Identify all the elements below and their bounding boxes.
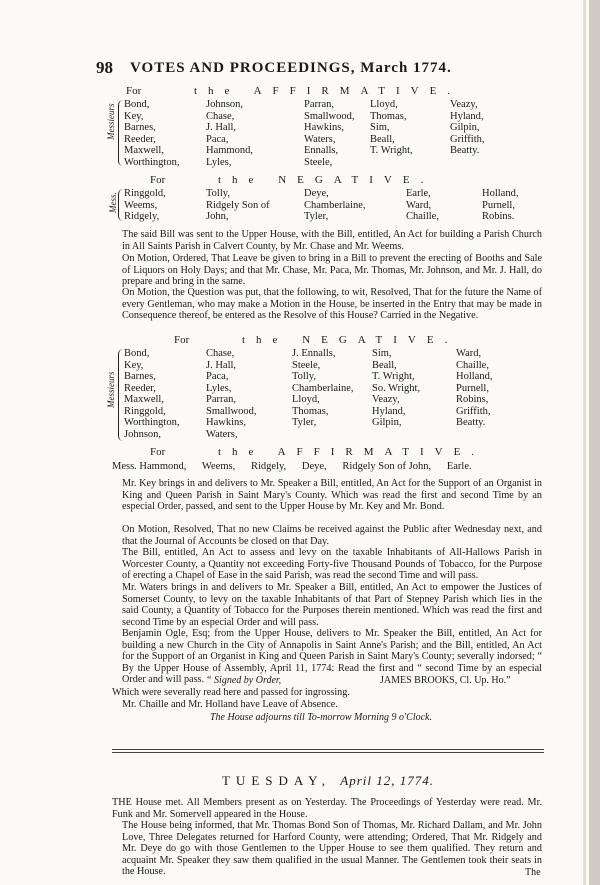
name-column — [482, 188, 518, 223]
member-name: Parran, — [304, 99, 335, 110]
member-name: Tyler, — [304, 211, 329, 222]
member-name: Chamberlaine, — [304, 199, 366, 211]
member-name: Beatty. — [450, 145, 480, 156]
running-title: VOTES AND PROCEEDINGS, March 1774. — [130, 60, 452, 76]
name-column — [304, 188, 366, 223]
member-name: Worthington, — [124, 156, 180, 168]
member-name: Bond, — [124, 99, 150, 110]
clerk-signature: JAMES BROOKS, Cl. Up. Ho.” — [380, 675, 511, 686]
member-name: Chaille, — [406, 211, 439, 222]
member-name: Gilpin, — [372, 417, 402, 428]
mess-label: Mess. — [108, 192, 118, 213]
member-name: Tyler, — [292, 417, 317, 428]
brace — [118, 189, 123, 221]
binding-shadow — [583, 0, 586, 885]
section-divider — [112, 749, 544, 750]
member-name: Waters, — [206, 428, 238, 440]
member-name: Waters, — [304, 133, 336, 145]
paragraph-house-met: THE House met. All Members present as on Yesterday. The Proceedings of Yesterday were read. Mr. Funk and Mr. Somervell appeared in the House. — [112, 797, 542, 820]
member-name: John, — [206, 211, 229, 222]
member-name: Hyland, — [450, 110, 484, 122]
vote2-affirmative-heading: For the AFFIRMATIVE. — [150, 446, 486, 458]
vote1-affirmative-heading: For the AFFIRMATIVE. — [126, 85, 462, 97]
paragraph-ingrossing: Which were severally read here and passed for ingrossing. — [112, 687, 350, 698]
member-name: J. Hall, — [206, 122, 237, 133]
member-name: Tolly, — [206, 188, 230, 199]
binding-gutter — [589, 0, 600, 885]
paragraph-organist-bill: Mr. Key brings in and delivers to Mr. Speaker a Bill, entitled, An Act for the Support of an Organist in King and Queen Parish in Saint Mary's County. Which was read the first and second Time by an especial Order, passed, and sent to the Upper House by Mr. Key and Mr. Bond. — [122, 478, 542, 513]
member-name: T. Wright, — [372, 371, 415, 382]
member-name: Ward, — [406, 199, 432, 211]
vote1-affirmative-names — [124, 99, 544, 169]
name-column — [456, 348, 492, 429]
member-name: Robins, — [456, 394, 489, 405]
paragraph-leave-absence: Mr. Chaille and Mr. Holland have Leave of Absence. — [122, 699, 338, 710]
member-name: Ennalls, — [304, 145, 339, 156]
section-divider — [112, 752, 544, 753]
member-name: Purnell, — [482, 199, 515, 211]
member-name: Hammond, — [206, 145, 253, 156]
member-name: Veazy, — [450, 99, 478, 110]
paragraph-somerset-bill: Mr. Waters brings in and delivers to Mr. Speaker a Bill, entitled, An Act to empower the Justices of Somerset County, to levy on the taxable Inhabitants of that Part of Stepney Parish which lies in the said County, a Quantity of Tobacco for the Purposes therein mentioned. Which was read the first and second Time by an especial Order and will pass. — [122, 582, 542, 628]
member-name: Griffith, — [450, 133, 485, 145]
member-name: Smallwood, — [206, 405, 257, 417]
messieurs-label: Messieurs — [106, 371, 116, 408]
name-column — [406, 188, 439, 223]
member-name: Steele, — [292, 359, 321, 371]
member-name: Beatty. — [456, 417, 486, 428]
name-column — [124, 188, 166, 223]
member-name: Worthington, — [124, 417, 180, 428]
member-name: Robins. — [482, 211, 515, 222]
name-column — [206, 99, 253, 168]
member-name: Holland, — [482, 188, 519, 199]
member-name: Ridgely Son of — [206, 199, 270, 211]
paragraph-motion-question: On Motion, the Question was put, that the following, to wit, Resolved, That for the future the Name of every Gentleman, who may make a Motion in the House, be inserted in the Entry that may be made in Consequence thereof, be entered as the Resolve of this House? Carried in the Negative. — [122, 287, 542, 322]
name-column — [370, 99, 413, 157]
member-name: Reeder, — [124, 382, 156, 394]
member-name: Chamberlaine, — [292, 382, 354, 394]
member-name: Thomas, — [370, 110, 407, 122]
paragraph-bill-sent: The said Bill was sent to the Upper House, with the Bill, entitled, An Act for building a Parish Church in All Saints Parish in Calvert County, by Mr. Chase and Mr. Weems. — [122, 229, 542, 252]
weekday: TUESDAY, — [221, 773, 332, 788]
member-name: Barnes, — [124, 122, 156, 133]
member-name: Barnes, — [124, 371, 156, 382]
name-column — [372, 348, 420, 429]
member-name: Lyles, — [206, 382, 232, 394]
member-name: Beall, — [372, 359, 397, 371]
vote1-negative-heading: For the NEGATIVE. — [150, 174, 435, 186]
name-column — [304, 99, 354, 168]
member-name: Ringgold, — [124, 405, 166, 417]
paragraph-harford-delegates: The House being informed, that Mr. Thomas Bond Son of Thomas, Mr. Richard Dallam, and Mr. John Love, Three Delegates returned for Harford County, were attending; Ordered, That Mr. Ridgely and Mr. Deye do go with those Gentlemen to the Upper House to see them qualified. They return and acquaint Mr. Speaker they saw them qualified in the usual Manner. The Gentlemen took their seats in the House. — [122, 820, 542, 878]
member-name: Tolly, — [292, 371, 316, 382]
vote1-negative-names — [124, 188, 544, 224]
member-name: Gilpin, — [450, 122, 480, 133]
member-name: Maxwell, — [124, 145, 164, 156]
name-column — [206, 188, 270, 223]
brace — [118, 100, 123, 166]
signed-by-order: “ Signed by Order, — [206, 675, 282, 686]
member-name: Bond, — [124, 348, 150, 359]
member-name: Purnell, — [456, 382, 489, 394]
paragraph-upper-house-bills: Benjamin Ogle, Esq; from the Upper House, delivers to Mr. Speaker the Bill, entitled, An Act for building a new Church in the City of Annapolis in Saint Anne's Parish; and the Bill, entitled, An Act for the Support of an Organist in King and Queen Parish in Saint Mary's County; severally indorsed; “ By the Upper House of Assembly, April 11, 1774: Read the first and “ second Time by an especial Order and will pass. — [122, 628, 542, 686]
member-name: Parran, — [206, 394, 237, 405]
member-name: Hyland, — [372, 405, 406, 417]
member-name: Weems, — [124, 199, 158, 211]
member-name: Johnson, — [124, 428, 162, 440]
brace — [118, 349, 123, 441]
member-name: Lloyd, — [292, 394, 320, 405]
paragraph-claims-resolved: On Motion, Resolved, That no new Claims be received against the Public after Wednesday next, and that the Journal of Accounts be closed on that Day. — [122, 524, 542, 547]
messieurs-label: Messieurs — [106, 103, 116, 140]
day-date: April 12, 1774. — [340, 773, 435, 788]
member-name: Chaille, — [456, 359, 489, 371]
vote2-negative-heading: For the NEGATIVE. — [174, 334, 459, 346]
member-name: Ringgold, — [124, 188, 166, 199]
member-name: Chase, — [206, 110, 235, 122]
name-column — [206, 348, 256, 440]
member-name: Beall, — [370, 133, 395, 145]
paragraph-all-hallows-bill: The Bill, entitled, An Act to assess and levy on the taxable Inhabitants of All-Hallows Parish in Worcester County, a Quantity not exceeding Forty-five Thousand Pounds of Tobacco, for the Purpose of erecting a Chapel of Ease in the said Parish, was read the second Time and will pass. — [122, 547, 542, 582]
member-name: Maxwell, — [124, 394, 164, 405]
member-name: Deye, — [304, 188, 329, 199]
member-name: Hawkins, — [206, 417, 246, 428]
member-name: Veazy, — [372, 394, 400, 405]
member-name: Earle, — [406, 188, 431, 199]
member-name: Sim, — [370, 122, 390, 133]
member-name: Ward, — [456, 348, 482, 359]
paragraph-booths-order: On Motion, Ordered, That Leave be given to bring in a Bill to prevent the erecting of Booths and Sale of Liquors on Holy Days; and that Mr. Chase, Mr. Paca, Mr. Thomas, Mr. Johnson, and Mr. J. Hall, do prepare and bring in the same. — [122, 253, 542, 288]
adjournment-line: The House adjourns till To-morrow Morning 9 o'Clock. — [210, 712, 432, 723]
running-header — [96, 58, 496, 80]
member-name: Smallwood, — [304, 110, 355, 122]
day-heading — [112, 773, 544, 789]
member-name: So. Wright, — [372, 382, 421, 394]
vote2-affirmative-names: Mess. Hammond, Weems, Ridgely, Deye, Ridgely Son of John, Earle. — [112, 461, 472, 472]
name-column — [124, 99, 179, 168]
name-column — [450, 99, 485, 157]
member-name: Reeder, — [124, 133, 156, 145]
member-name: Paca, — [206, 133, 229, 145]
member-name: Steele, — [304, 156, 333, 168]
member-name: Chase, — [206, 348, 235, 359]
member-name: Key, — [124, 110, 144, 122]
page-number: 98 — [96, 58, 113, 77]
member-name: Holland, — [456, 371, 493, 382]
member-name: Sim, — [372, 348, 392, 359]
member-name: Thomas, — [292, 405, 329, 417]
member-name: Key, — [124, 359, 144, 371]
member-name: Hawkins, — [304, 122, 344, 133]
member-name: Johnson, — [206, 99, 244, 110]
catchword: The — [525, 867, 541, 878]
member-name: Ridgely, — [124, 211, 160, 222]
member-name: J. Ennalls, — [292, 348, 336, 359]
vote2-negative-names — [124, 348, 544, 444]
member-name: Griffith, — [456, 405, 491, 417]
name-column — [292, 348, 354, 429]
member-name: Lyles, — [206, 156, 232, 168]
name-column — [124, 348, 179, 440]
member-name: Lloyd, — [370, 99, 398, 110]
member-name: J. Hall, — [206, 359, 237, 371]
member-name: Paca, — [206, 371, 229, 382]
member-name: T. Wright, — [370, 145, 413, 156]
